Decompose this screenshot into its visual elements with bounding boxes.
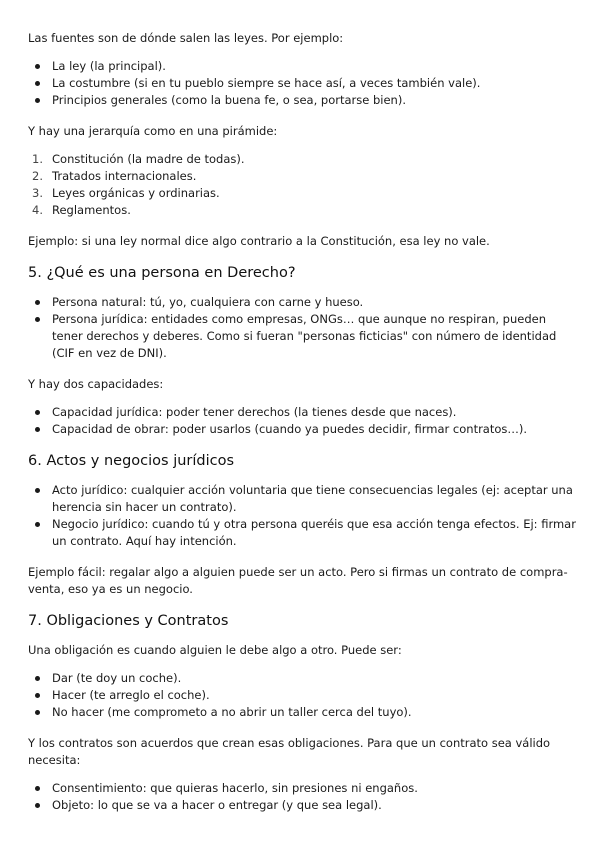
list-item: Negocio jurídico: cuando tú y otra persona queréis que esa acción tenga efectos. Ej: firmar un contrato. Aquí hay intención. xyxy=(28,516,576,550)
section-6-heading: 6. Actos y negocios jurídicos xyxy=(28,453,235,469)
list-item: Capacidad de obrar: poder usarlos (cuando ya puedes decidir, firmar contratos…). xyxy=(28,421,576,438)
capacities-intro: Y hay dos capacidades: xyxy=(28,377,164,391)
acts-example: Ejemplo fácil: regalar algo a alguien puede ser un acto. Pero si firmas un contrato de compra-venta, eso ya es un negocio. xyxy=(28,565,568,596)
list-number: 3. xyxy=(32,186,43,200)
person-list xyxy=(28,294,576,362)
list-item: Persona natural: tú, yo, cualquiera con carne y hueso. xyxy=(28,294,576,311)
list-item: Acto jurídico: cualquier acción voluntaria que tiene consecuencias legales (ej: aceptar una herencia sin hacer un contrato). xyxy=(28,482,576,516)
list-text: Leyes orgánicas y ordinarias. xyxy=(52,186,220,200)
list-item xyxy=(28,202,576,219)
hierarchy-list xyxy=(28,151,576,219)
list-item: La costumbre (si en tu pueblo siempre se hace así, a veces también vale). xyxy=(28,75,576,92)
list-number: 2. xyxy=(32,169,43,183)
list-text: Constitución (la madre de todas). xyxy=(52,152,245,166)
list-item: Dar (te doy un coche). xyxy=(28,670,576,687)
list-item: Principios generales (como la buena fe, o sea, portarse bien). xyxy=(28,92,576,109)
list-item xyxy=(28,185,576,202)
sources-list xyxy=(28,58,576,109)
list-item: Hacer (te arreglo el coche). xyxy=(28,687,576,704)
obligations-list xyxy=(28,670,576,721)
list-text: Reglamentos. xyxy=(52,203,131,217)
list-number: 4. xyxy=(32,203,43,217)
obligations-intro: Una obligación es cuando alguien le debe algo a otro. Puede ser: xyxy=(28,643,402,657)
list-item: Consentimiento: que quieras hacerlo, sin presiones ni engaños. xyxy=(28,780,576,797)
section-7-heading: 7. Obligaciones y Contratos xyxy=(28,613,229,629)
contracts-intro: Y los contratos son acuerdos que crean esas obligaciones. Para que un contrato sea válido necesita: xyxy=(28,736,551,767)
list-item: Capacidad jurídica: poder tener derechos (la tienes desde que naces). xyxy=(28,404,576,421)
list-number: 1. xyxy=(32,152,43,166)
acts-list xyxy=(28,482,576,550)
section-5-heading: 5. ¿Qué es una persona en Derecho? xyxy=(28,265,296,281)
sources-example: Ejemplo: si una ley normal dice algo contrario a la Constitución, esa ley no vale. xyxy=(28,234,490,248)
sources-intro: Las fuentes son de dónde salen las leyes. Por ejemplo: xyxy=(28,31,344,45)
list-item: La ley (la principal). xyxy=(28,58,576,75)
list-text: Tratados internacionales. xyxy=(52,169,197,183)
requirements-list xyxy=(28,780,576,814)
capacities-list xyxy=(28,404,576,438)
list-item: Objeto: lo que se va a hacer o entregar (y que sea legal). xyxy=(28,797,576,814)
list-item: No hacer (me comprometo a no abrir un taller cerca del tuyo). xyxy=(28,704,576,721)
list-item: Persona jurídica: entidades como empresas, ONGs… que aunque no respiran, pueden tener derechos y deberes. Como si fueran "personas ficticias" con número de identidad (CIF en vez de DNI). xyxy=(28,311,576,362)
list-item xyxy=(28,168,576,185)
hierarchy-intro: Y hay una jerarquía como en una pirámide: xyxy=(28,124,278,138)
document-page xyxy=(28,30,576,814)
list-item xyxy=(28,151,576,168)
